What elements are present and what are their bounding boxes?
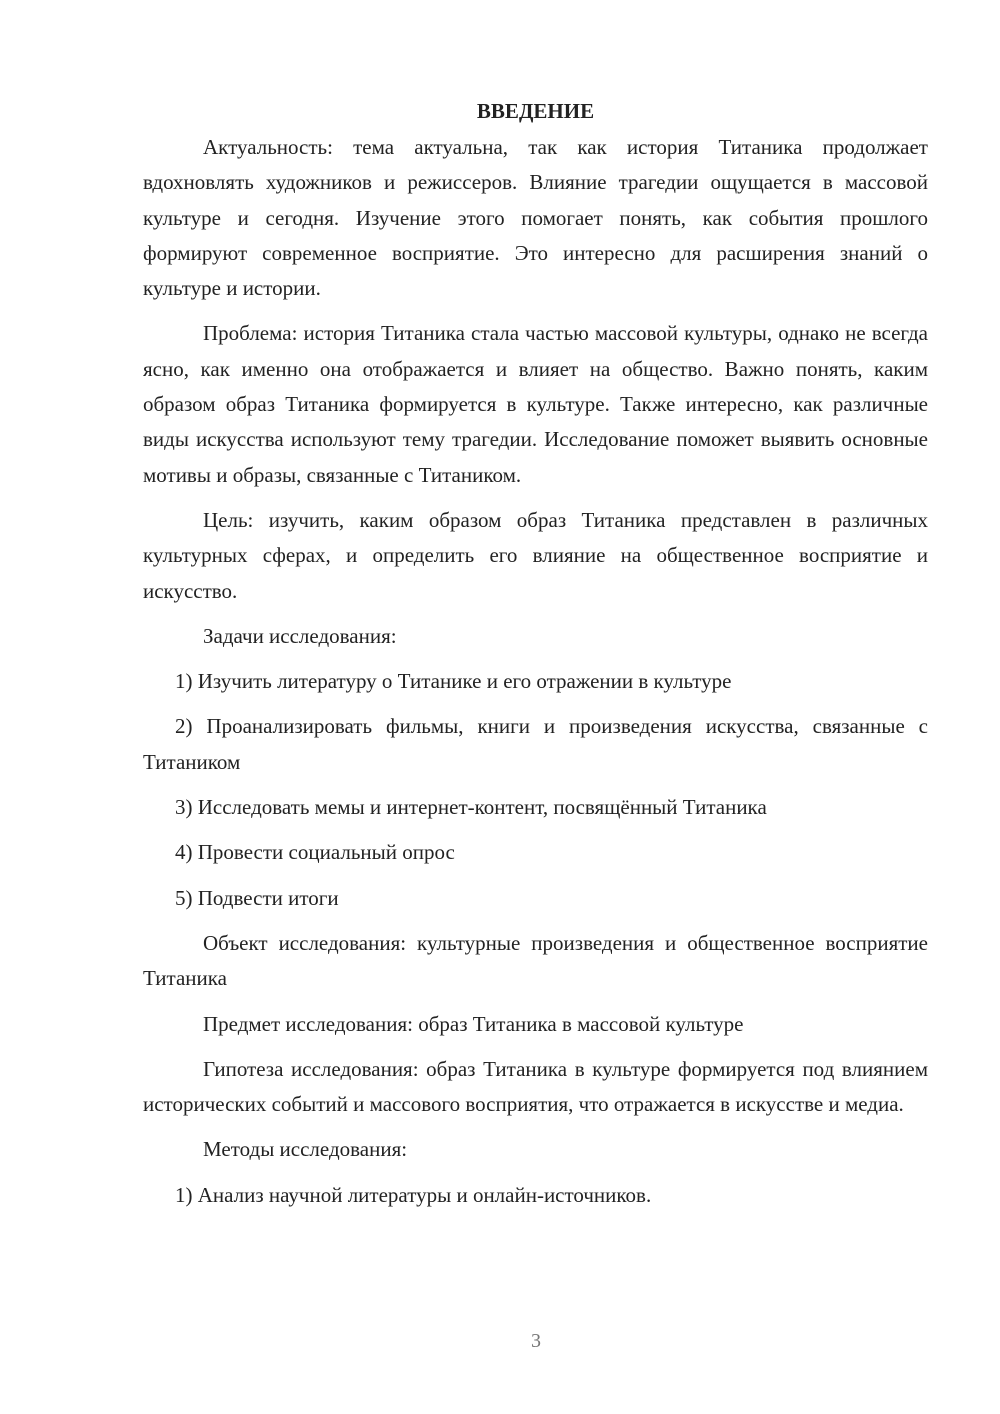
problem-paragraph: Проблема: история Титаника стала частью массовой культуры, однако не всегда ясно, как именно она отображается и влияет на общество. Важно понять, каким образом образ Титаника формируется в культуре. Также интересно, как различные виды искусства используют тему трагедии. Исследование поможет выявить основные мотивы и образы, связанные с Титаником. bbox=[143, 321, 928, 487]
task-item-4: 4) Провести социальный опрос bbox=[175, 840, 455, 865]
page-title: ВВЕДЕНИЕ bbox=[476, 99, 595, 123]
task-item-5: 5) Подвести итоги bbox=[175, 885, 339, 910]
methods-heading: Методы исследования: bbox=[203, 1137, 408, 1162]
task-item-3: 3) Исследовать мемы и интернет-контент, посвящённый Титаника bbox=[175, 795, 767, 820]
subject-paragraph: Предмет исследования: образ Титаника в массовой культуре bbox=[203, 1011, 744, 1036]
hypothesis-paragraph: Гипотеза исследования: образ Титаника в культуре формируется под влиянием исторических событий и массового восприятия, что отражается в искусстве и медиа. bbox=[143, 1056, 928, 1117]
task-item-1: 1) Изучить литературу о Титанике и его отражении в культуре bbox=[175, 669, 732, 694]
document-page bbox=[143, 94, 928, 1213]
task-item-2: 2) Проанализировать фильмы, книги и произведения искусства, связанные с Титаником bbox=[143, 714, 928, 774]
method-item-1: 1) Анализ научной литературы и онлайн-источников. bbox=[175, 1182, 652, 1207]
tasks-heading: Задачи исследования: bbox=[203, 623, 397, 648]
goal-paragraph: Цель: изучить, каким образом образ Титаника представлен в различных культурных сферах, и определить его влияние на общественное восприятие и искусство. bbox=[143, 507, 928, 603]
page-number: 3 bbox=[531, 1330, 541, 1352]
relevance-paragraph: Актуальность: тема актуальна, так как история Титаника продолжает вдохновлять художников и режиссеров. Влияние трагедии ощущается в массовой культуре и сегодня. Изучение этого помогает понять, как события прошлого формируют современное восприятие. Это интересно для расширения знаний о культуре и истории. bbox=[143, 135, 928, 301]
object-paragraph: Объект исследования: культурные произведения и общественное восприятие Титаника bbox=[143, 930, 928, 991]
